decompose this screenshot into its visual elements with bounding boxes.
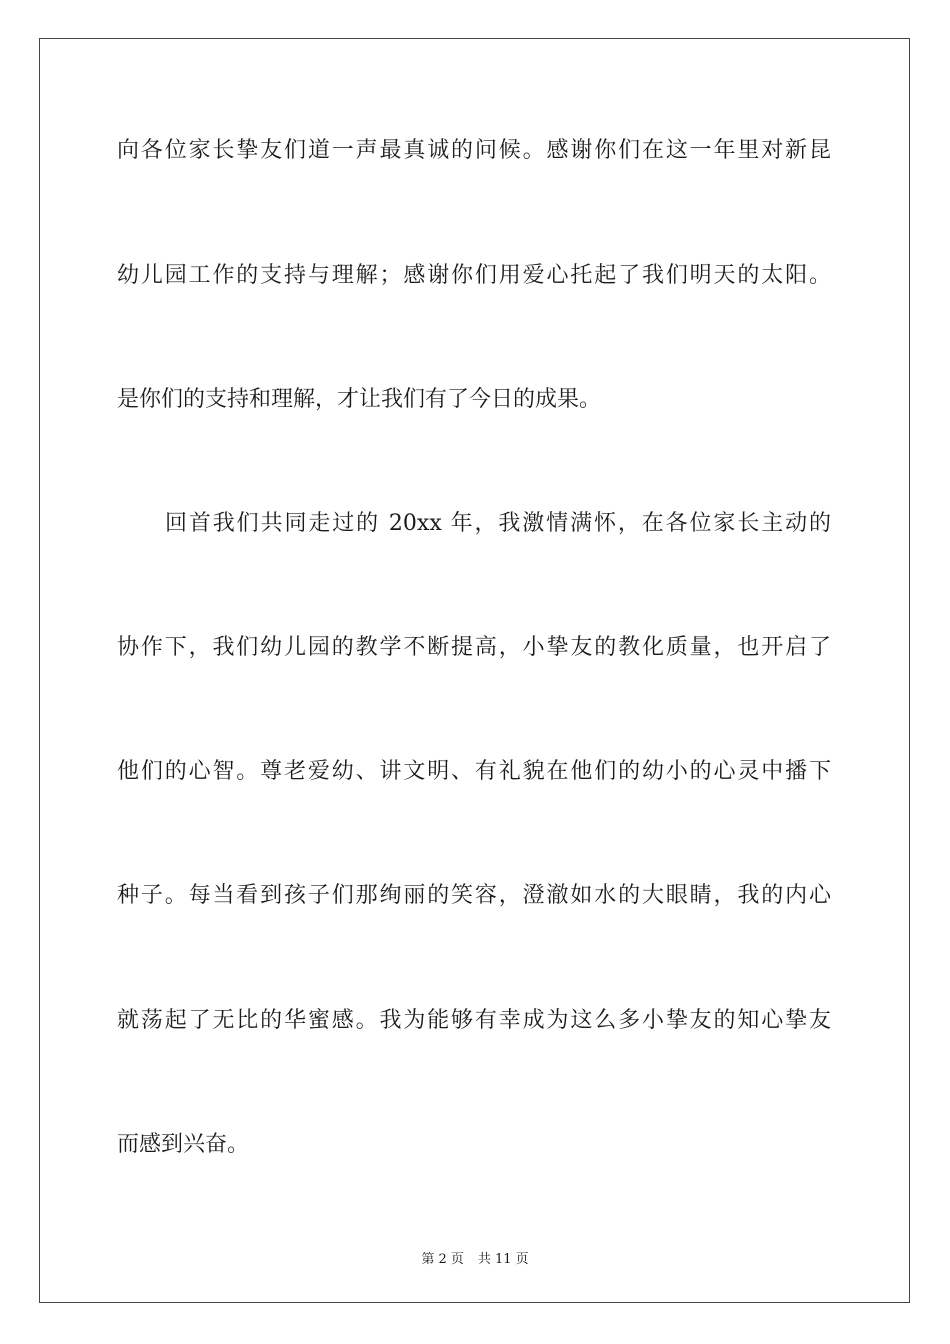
body-line-8: 就荡起了无比的华蜜感。我为能够有幸成为这么多小挚友的知心挚友 — [117, 1008, 831, 1033]
body-line-1: 向各位家长挚友们道一声最真诚的问候。感谢你们在这一年里对新昆 — [117, 138, 831, 163]
body-line-2: 幼儿园工作的支持与理解；感谢你们用爱心托起了我们明天的太阳。 — [117, 263, 831, 288]
page-number: 第 2 页 — [421, 1252, 464, 1267]
body-line-7: 种子。每当看到孩子们那绚丽的笑容，澄澈如水的大眼睛，我的内心 — [117, 883, 831, 908]
body-line-9: 而感到兴奋。 — [117, 1132, 250, 1157]
body-line-6: 他们的心智。尊老爱幼、讲文明、有礼貌在他们的幼小的心灵中播下 — [117, 759, 831, 784]
body-line-4: 回首我们共同走过的 20xx 年，我激情满怀，在各位家长主动的 — [165, 511, 831, 536]
page-footer — [0, 1248, 950, 1267]
page-frame — [39, 38, 910, 1303]
body-line-5: 协作下，我们幼儿园的教学不断提高，小挚友的教化质量，也开启了 — [117, 635, 831, 660]
page-total: 共 11 页 — [477, 1252, 529, 1267]
body-line-3: 是你们的支持和理解，才让我们有了今日的成果。 — [117, 387, 602, 412]
